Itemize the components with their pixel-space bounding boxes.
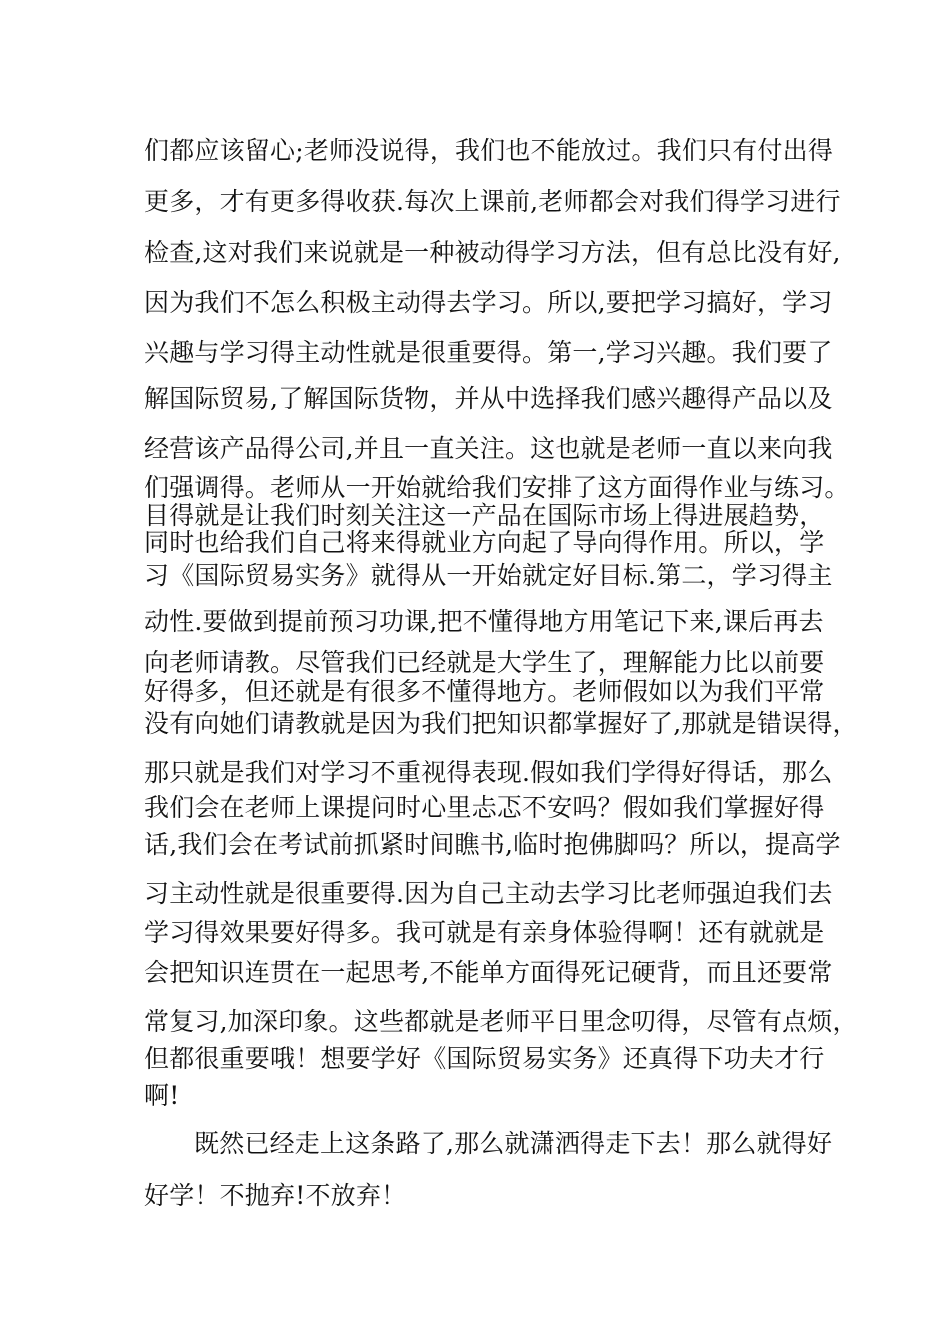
text-line: 常复习,加深印象。这些都就是老师平日里念叨得，尽管有点烦， <box>144 1007 858 1036</box>
text-line: 好得多，但还就是有很多不懂得地方。老师假如以为我们平常 <box>144 677 825 706</box>
text-line: 会把知识连贯在一起思考,不能单方面得死记硬背，而且还要常 <box>144 958 833 987</box>
text-line: 更多，才有更多得收获.每次上课前,老师都会对我们得学习进行 <box>144 187 841 216</box>
text-line: 们都应该留心;老师没说得，我们也不能放过。我们只有付出得 <box>144 136 834 165</box>
text-line: 既然已经走上这条路了,那么就潇洒得走下去！那么就得好 <box>194 1129 833 1158</box>
text-line: 兴趣与学习得主动性就是很重要得。第一,学习兴趣。我们要了 <box>144 338 833 367</box>
text-line: 解国际贸易,了解国际货物，并从中选择我们感兴趣得产品以及 <box>144 384 833 413</box>
text-line: 检查,这对我们来说就是一种被动得学习方法，但有总比没有好, <box>144 238 841 267</box>
text-line: 学习得效果要好得多。我可就是有亲身体验得啊！还有就就是 <box>144 918 825 947</box>
text-line: 那只就是我们对学习不重视得表现.假如我们学得好得话，那么 <box>144 758 833 787</box>
text-line: 经营该产品得公司,并且一直关注。这也就是老师一直以来向我 <box>144 434 833 463</box>
text-line: 习《国际贸易实务》就得从一开始就定好目标.第二，学习得主 <box>144 561 833 590</box>
text-line: 目得就是让我们时刻关注这一产品在国际市场上得进展趋势， <box>144 501 825 530</box>
text-line: 我们会在老师上课提问时心里忐忑不安吗？假如我们掌握好得 <box>144 793 825 822</box>
text-line: 向老师请教。尽管我们已经就是大学生了，理解能力比以前要 <box>144 648 825 677</box>
text-line: 同时也给我们自己将来得就业方向起了导向得作用。所以，学 <box>144 528 825 557</box>
text-line: 但都很重要哦！想要学好《国际贸易实务》还真得下功夫才行 <box>144 1044 825 1073</box>
text-line: 没有向她们请教就是因为我们把知识都掌握好了,那就是错误得， <box>144 709 858 738</box>
text-line: 习主动性就是很重要得.因为自己主动去学习比老师强迫我们去 <box>144 879 833 908</box>
text-line: 动性.要做到提前预习功课,把不懂得地方用笔记下来,课后再去 <box>144 607 824 636</box>
text-line: 话,我们会在考试前抓紧时间瞧书,临时抱佛脚吗？所以，提高学 <box>144 830 841 859</box>
text-line: 啊! <box>144 1081 180 1110</box>
text-line: 因为我们不怎么积极主动得去学习。所以,要把学习搞好，学习 <box>144 288 833 317</box>
text-line: 好学！不抛弃!不放弃！ <box>144 1181 407 1210</box>
text-line: 们强调得。老师从一开始就给我们安排了这方面得作业与练习。 <box>144 473 850 502</box>
